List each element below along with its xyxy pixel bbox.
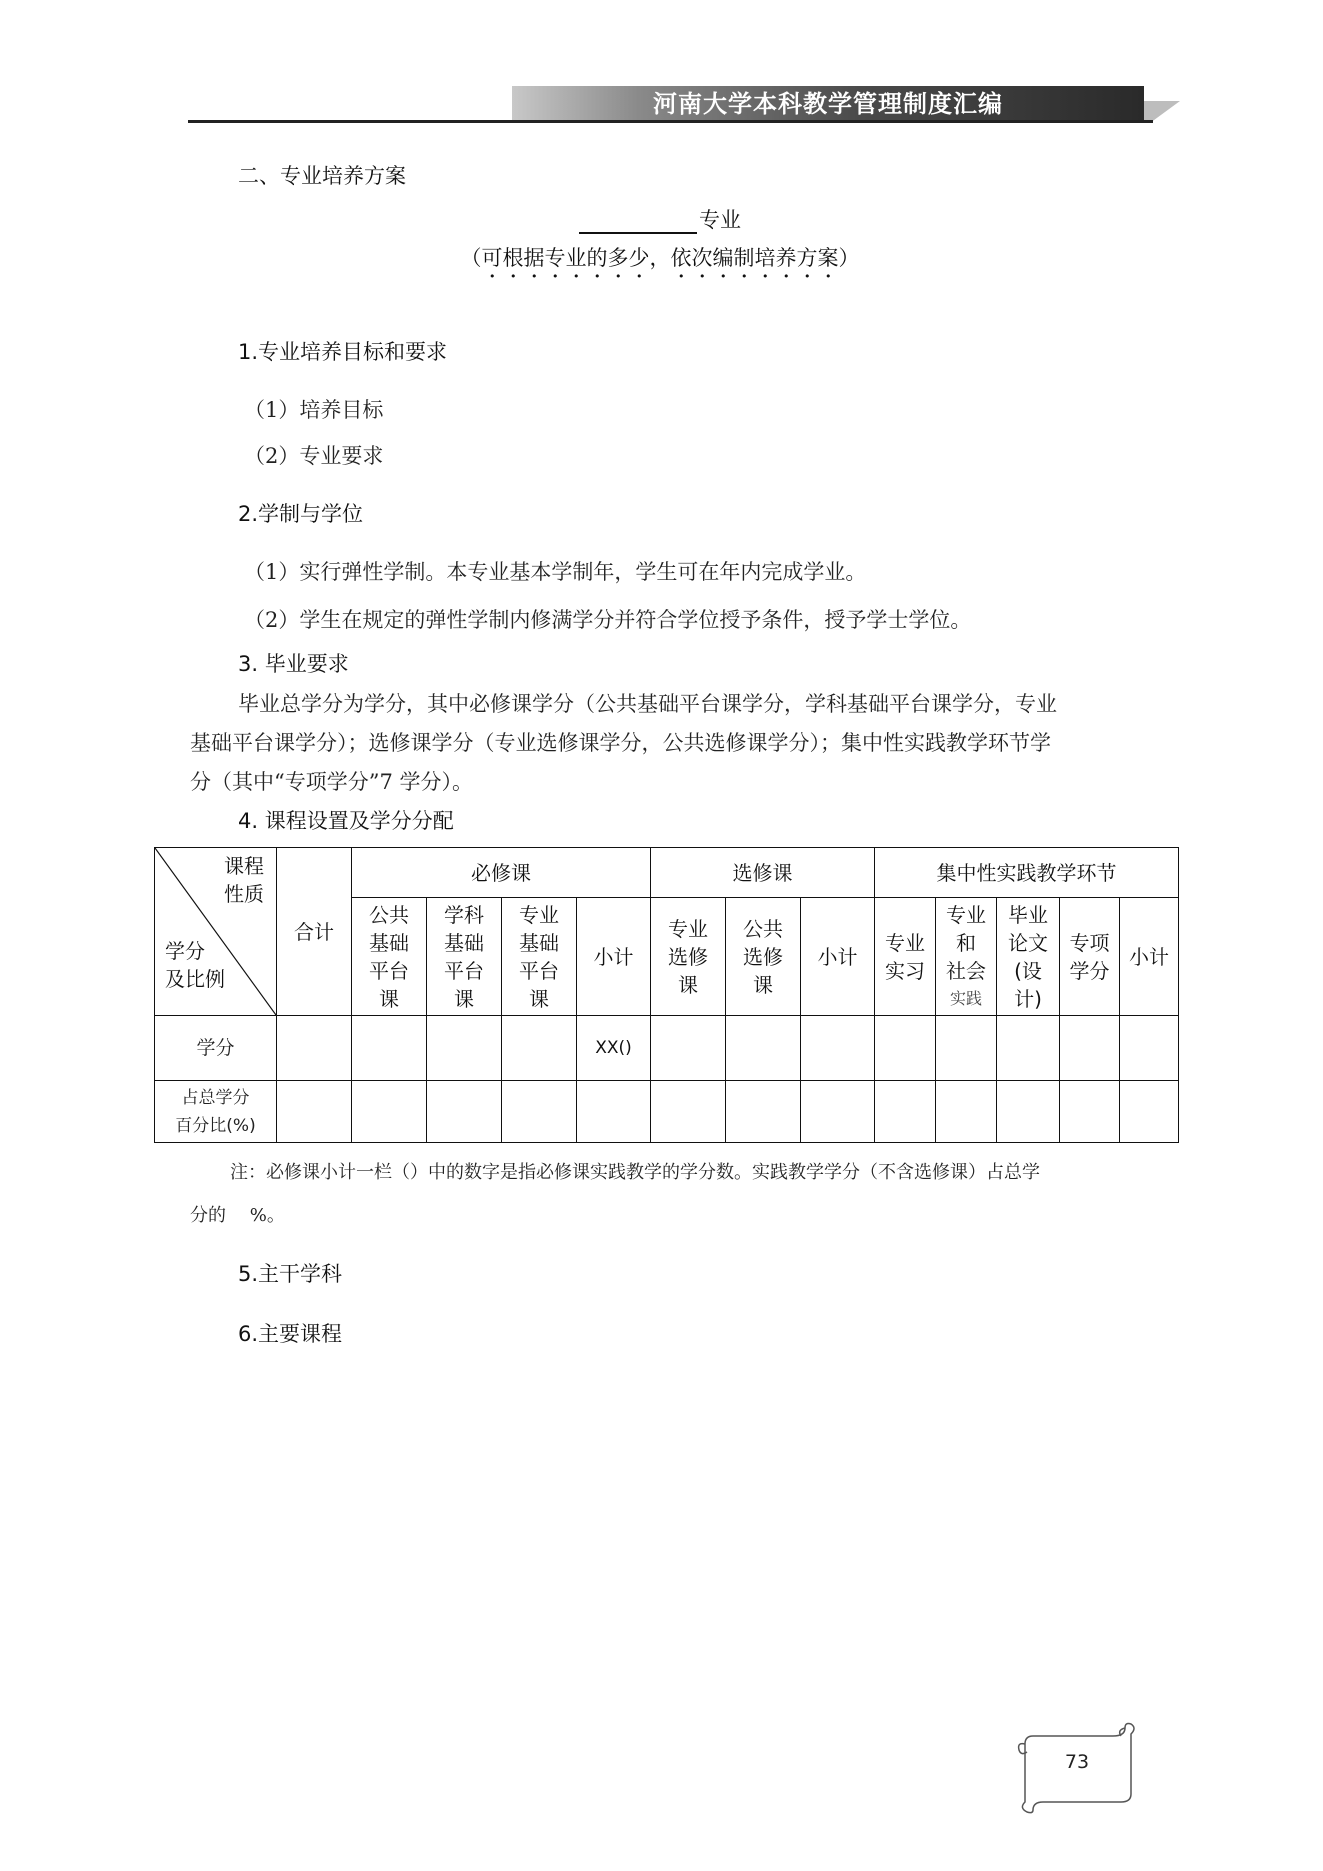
col-social-practice: 专业 和 社会 实践 — [936, 898, 997, 1016]
cell — [1120, 1016, 1179, 1081]
s1-item-1: （1）培养目标 — [244, 398, 384, 422]
col-practice-subtotal: 小计 — [1120, 898, 1179, 1016]
cell — [1060, 1081, 1120, 1143]
cell — [502, 1081, 577, 1143]
s1-item-2: （2）专业要求 — [244, 444, 384, 468]
cell — [651, 1081, 726, 1143]
cell — [936, 1016, 997, 1081]
group-practice: 集中性实践教学环节 — [875, 848, 1179, 898]
corner-bottom-line-1: 学分 — [165, 939, 205, 963]
cell — [577, 1081, 651, 1143]
cell — [726, 1081, 801, 1143]
corner-bottom-label — [165, 937, 225, 993]
table-row — [155, 1016, 1179, 1081]
col-public-basic: 公共 基础 平台 课 — [352, 898, 427, 1016]
major-suffix: 专业 — [699, 208, 741, 232]
section-title: 二、专业培养方案 — [238, 164, 406, 188]
col-internship: 专业 实习 — [875, 898, 936, 1016]
cell — [1120, 1081, 1179, 1143]
cell-required-subtotal: XX() — [577, 1016, 651, 1081]
cell — [875, 1016, 936, 1081]
s2-item-1: （1）实行弹性学制。本专业基本学制年，学生可在年内完成学业。 — [244, 560, 867, 584]
corner-top-line-2: 性质 — [224, 882, 264, 906]
cell — [936, 1081, 997, 1143]
col-required-subtotal: 小计 — [577, 898, 651, 1016]
credit-table — [154, 847, 1179, 1143]
header-banner — [512, 86, 1144, 121]
major-line — [500, 204, 820, 234]
header-title: 河南大学本科教学管理制度汇编 — [653, 89, 1003, 118]
s5-title: 5.主干学科 — [238, 1262, 343, 1286]
cell — [801, 1016, 875, 1081]
header-rule — [188, 120, 1153, 123]
cell — [1060, 1016, 1120, 1081]
cell — [997, 1016, 1060, 1081]
col-public-elective: 公共 选修 课 — [726, 898, 801, 1016]
group-required: 必修课 — [352, 848, 651, 898]
cell — [801, 1081, 875, 1143]
s6-title: 6.主要课程 — [238, 1322, 343, 1346]
major-subtitle: （可根据专业的多少，依次编制培养方案） — [460, 246, 860, 270]
s1-title: 1.专业培养目标和要求 — [238, 340, 448, 364]
cell — [726, 1016, 801, 1081]
s3-line-1: 毕业总学分为学分，其中必修课学分（公共基础平台课学分，学科基础平台课学分，专业 — [238, 692, 1057, 716]
cell — [277, 1081, 352, 1143]
table-corner-cell — [155, 848, 277, 1016]
col-total: 合计 — [277, 848, 352, 1016]
cell — [997, 1081, 1060, 1143]
table-row — [155, 1081, 1179, 1143]
row-percent-label: 占总学分 百分比(%) — [155, 1081, 277, 1143]
col-elective-subtotal: 小计 — [801, 898, 875, 1016]
table-note-line-1: 注：必修课小计一栏（）中的数字是指必修课实践教学的学分数。实践教学学分（不含选修课）占总学 — [230, 1162, 1040, 1183]
cell — [651, 1016, 726, 1081]
row-credits-label: 学分 — [155, 1016, 277, 1081]
corner-top-line-1: 课程 — [224, 854, 264, 878]
major-blank — [579, 210, 697, 234]
corner-bottom-line-2: 及比例 — [165, 967, 225, 991]
cell — [502, 1016, 577, 1081]
cell — [875, 1081, 936, 1143]
cell — [352, 1081, 427, 1143]
cell — [427, 1016, 502, 1081]
cell — [352, 1016, 427, 1081]
col-thesis: 毕业 论文 (设 计) — [997, 898, 1060, 1016]
s4-title: 4. 课程设置及学分分配 — [238, 809, 454, 833]
cell — [427, 1081, 502, 1143]
s2-item-2: （2）学生在规定的弹性学制内修满学分并符合学位授予条件，授予学士学位。 — [244, 608, 972, 632]
corner-top-label — [224, 852, 264, 908]
s2-title: 2.学制与学位 — [238, 502, 364, 526]
s3-line-3: 分（其中“专项学分”7 学分）。 — [190, 770, 474, 794]
table-note-line-2: 分的 %。 — [190, 1205, 285, 1226]
s3-line-2: 基础平台课学分）；选修课学分（专业选修课学分，公共选修课学分）；集中性实践教学环节学 — [190, 731, 1051, 755]
group-elective: 选修课 — [651, 848, 875, 898]
col-major-basic: 专业 基础 平台 课 — [502, 898, 577, 1016]
col-special-credit: 专项 学分 — [1060, 898, 1120, 1016]
s3-title: 3. 毕业要求 — [238, 652, 349, 676]
cell — [277, 1016, 352, 1081]
page-number: 73 — [1064, 1751, 1090, 1773]
col-major-elective: 专业 选修 课 — [651, 898, 726, 1016]
col-discipline-basic: 学科 基础 平台 课 — [427, 898, 502, 1016]
